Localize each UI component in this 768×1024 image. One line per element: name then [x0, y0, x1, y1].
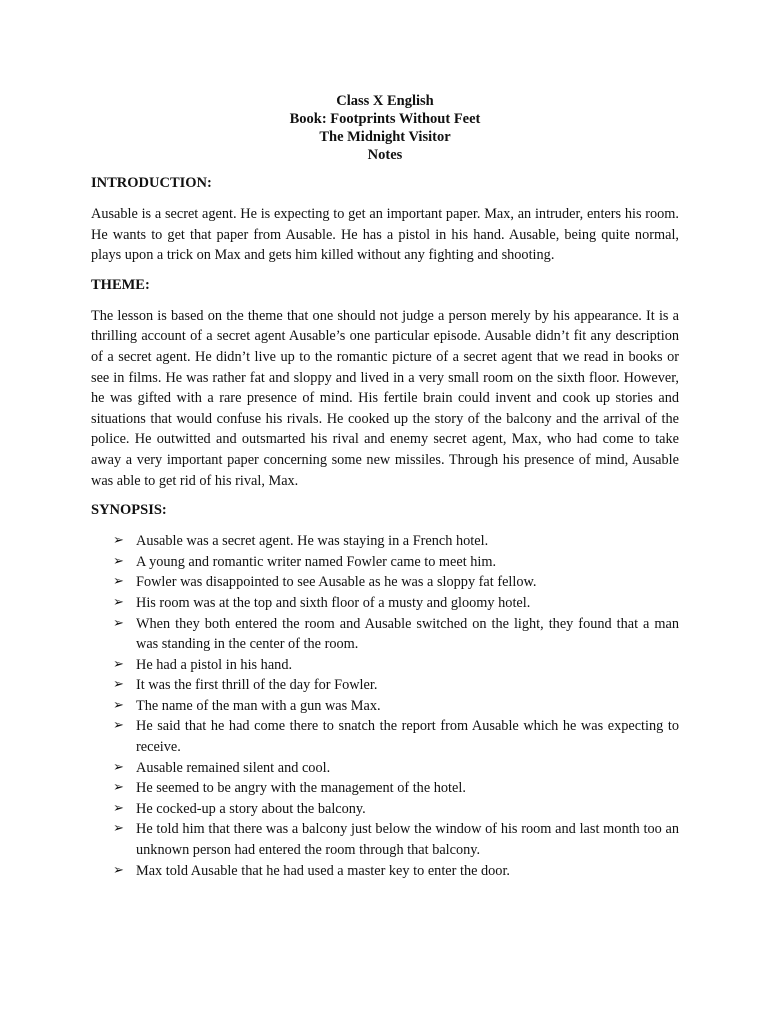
- list-item-text: A young and romantic writer named Fowler came to meet him.: [136, 553, 497, 570]
- arrowhead-bullet-icon: ➢: [113, 862, 124, 878]
- arrowhead-bullet-icon: ➢: [113, 800, 124, 816]
- list-item: [113, 593, 679, 614]
- synopsis-list: [91, 531, 679, 881]
- arrowhead-bullet-icon: ➢: [113, 656, 124, 672]
- arrowhead-bullet-icon: ➢: [113, 780, 124, 796]
- header-chapter-title: The Midnight Visitor: [319, 129, 451, 145]
- arrowhead-bullet-icon: ➢: [113, 615, 124, 631]
- list-item: [113, 799, 679, 820]
- synopsis-heading: SYNOPSIS:: [91, 502, 167, 519]
- list-item: [113, 655, 679, 676]
- header-book: Book: Footprints Without Feet: [289, 111, 481, 127]
- introduction-heading: INTRODUCTION:: [91, 175, 212, 191]
- arrowhead-bullet-icon: ➢: [113, 718, 124, 734]
- list-item: [113, 819, 679, 860]
- list-item-text: He said that he had come there to snatch the report from Ausable which he was expecting to receive.: [136, 718, 679, 756]
- document-header: [91, 92, 679, 164]
- arrowhead-bullet-icon: ➢: [113, 821, 124, 837]
- list-item: [113, 716, 679, 757]
- arrowhead-bullet-icon: ➢: [113, 697, 124, 713]
- list-item: [113, 572, 679, 593]
- header-notes: Notes: [367, 147, 403, 163]
- list-item-text: His room was at the top and sixth floor of a musty and gloomy hotel.: [136, 594, 531, 611]
- list-item-text: When they both entered the room and Ausable switched on the light, they found that a man was standing in the center of the room.: [136, 615, 679, 653]
- list-item-text: He told him that there was a balcony just below the window of his room and last month too an unknown person had entered the room through that balcony.: [136, 821, 679, 859]
- list-item: [113, 758, 679, 779]
- theme-heading: THEME:: [91, 276, 150, 293]
- list-item: [113, 696, 679, 717]
- arrowhead-bullet-icon: ➢: [113, 677, 124, 693]
- list-item-text: Fowler was disappointed to see Ausable as he was a sloppy fat fellow.: [136, 574, 537, 591]
- list-item-text: Ausable was a secret agent. He was staying in a French hotel.: [136, 533, 489, 550]
- list-item-text: He seemed to be angry with the management of the hotel.: [136, 780, 466, 797]
- list-item-text: He had a pistol in his hand.: [136, 656, 293, 673]
- theme-paragraph: The lesson is based on the theme that one should not judge a person merely by his appearance. It is a thrilling account of a secret agent Ausable’s one particular episode. Ausable didn’t fit any description of a secret agent. He didn’t live up to the romantic picture of a secret agent that we read in books or see in films. He was rather fat and sloppy and lived in a very small room on the sixth floor. However, he was gifted with a rare presence of mind. His fertile brain could invent and cook up stories and situations that would confuse his rivals. He cooked up the story of the balcony and the arrival of the police. He outwitted and outsmarted his rival and enemy secret agent, Max, who had come to take away a very important paper concerning some new missiles. Through his presence of mind, Ausable was able to get rid of his rival, Max.: [91, 307, 679, 489]
- header-class: Class X English: [336, 93, 434, 109]
- arrowhead-bullet-icon: ➢: [113, 574, 124, 590]
- document-page: [91, 92, 679, 881]
- arrowhead-bullet-icon: ➢: [113, 759, 124, 775]
- list-item-text: Max told Ausable that he had used a master key to enter the door.: [136, 862, 511, 879]
- arrowhead-bullet-icon: ➢: [113, 553, 124, 569]
- list-item-text: The name of the man with a gun was Max.: [136, 697, 381, 714]
- list-item-text: It was the first thrill of the day for Fowler.: [136, 677, 378, 694]
- list-item: [113, 861, 679, 882]
- list-item: [113, 614, 679, 655]
- list-item: [113, 778, 679, 799]
- list-item: [113, 531, 679, 552]
- list-item: [113, 552, 679, 573]
- arrowhead-bullet-icon: ➢: [113, 533, 124, 549]
- introduction-paragraph: Ausable is a secret agent. He is expecting to get an important paper. Max, an intruder, enters his room. He wants to get that paper from Ausable. He has a pistol in his hand. Ausable, being quite normal, plays upon a trick on Max and gets him killed without any fighting and shooting.: [91, 206, 679, 264]
- list-item: [113, 675, 679, 696]
- arrowhead-bullet-icon: ➢: [113, 594, 124, 610]
- list-item-text: Ausable remained silent and cool.: [136, 759, 331, 776]
- list-item-text: He cocked-up a story about the balcony.: [136, 800, 366, 817]
